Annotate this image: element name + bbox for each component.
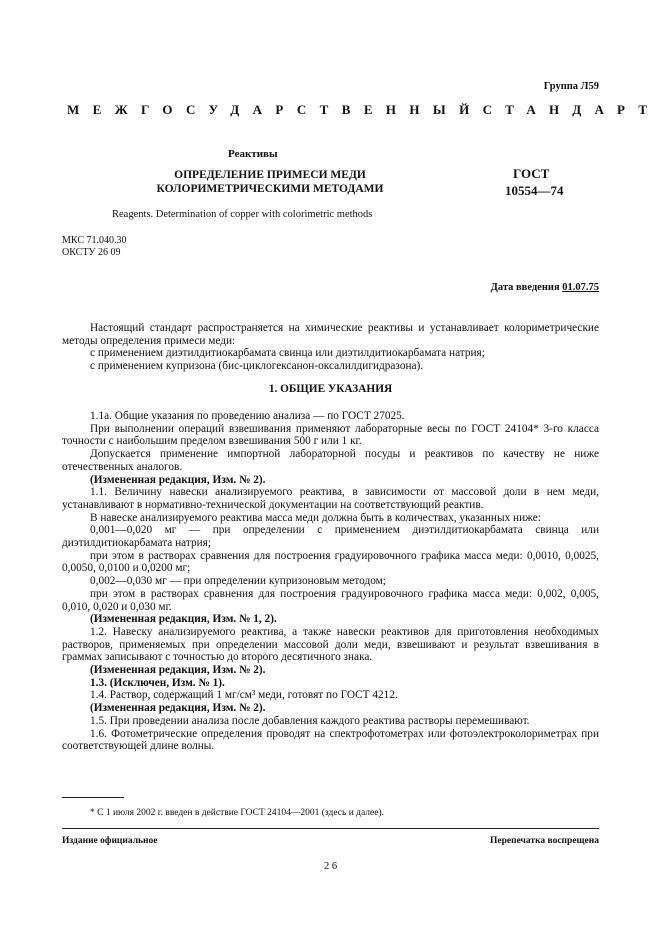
paragraph: Допускается применение импортной лабораторной посуды и реактивов по качеству не ниже отечественных аналогов. bbox=[62, 448, 599, 473]
paragraph: 1.1а. Общие указания по проведению анализа — по ГОСТ 27025. bbox=[90, 410, 405, 422]
introduction-date bbox=[491, 282, 599, 293]
mks-code: МКС 71.040.30 bbox=[62, 235, 127, 246]
intro-text bbox=[62, 322, 599, 373]
group-code: Группа Л59 bbox=[543, 81, 599, 92]
page-number: 2 6 bbox=[323, 861, 338, 872]
paragraph: При выполнении операций взвешивания применяют лабораторные весы по ГОСТ 24104* 3-го класса точности с наибольшим пределом взвешивания 500 г или 1 кг. bbox=[62, 422, 599, 448]
paragraph: 1.1. Величину навески анализируемого реактива, в зависимости от массовой доли в нем меди, устанавливают в нормативно-технической документации на соответствующий реактив. bbox=[62, 486, 599, 511]
paragraph: 1.6. Фотометрические определения проводят на спектрофотометрах или фотоэлектроколориметрах при соответствующей длине волны. bbox=[62, 727, 599, 753]
gost-designation bbox=[505, 165, 564, 199]
paragraph: 1.4. Раствор, содержащий 1 мг/см³ меди, готовят по ГОСТ 4212. bbox=[90, 689, 398, 702]
amendment-note: (Измененная редакция, Изм. № 1, 2). bbox=[90, 613, 277, 626]
paragraph: 1.5. При проведении анализа после добавления каждого реактива растворы перемешивают. bbox=[90, 714, 530, 727]
banner-word-interstate: МЕЖГОСУДАРСТВЕННЫЙ bbox=[67, 102, 483, 117]
paragraph: 0,002—0,030 мг — при определении купризоновым методом; bbox=[90, 575, 386, 588]
intro-paragraph: с применением купризона (бис-циклогексанон-оксалилдигидразона). bbox=[90, 360, 424, 373]
section-heading: 1. ОБЩИЕ УКАЗАНИЯ bbox=[268, 383, 393, 395]
excluded-note: 1.3. (Исключен, Изм. № 1). bbox=[90, 676, 225, 689]
paragraph: 1.2. Навеску анализируемого реактива, а также навески реактивов для приготовления необходимых растворов, применяемых при определении массовой доли меди, взвешивают и результат взвешивания в граммах записывают с точностью до второго десятичного знака. bbox=[62, 625, 599, 664]
date-label: Дата введения bbox=[490, 282, 560, 293]
amendment-note: (Измененная редакция, Изм. № 2). bbox=[90, 473, 266, 486]
title-line-2: КОЛОРИМЕТРИЧЕСКИМИ МЕТОДАМИ bbox=[156, 183, 384, 195]
english-title: Reagents. Determination of copper with colorimetric methods bbox=[112, 209, 373, 220]
okstu-code: ОКСТУ 26 09 bbox=[62, 247, 121, 258]
gost-number: 10554—74 bbox=[505, 183, 564, 198]
reprint-prohibited-label: Перепечатка воспрещена bbox=[489, 836, 599, 846]
paragraph: при этом в растворах сравнения для построения градуировочного графика масса меди: 0,0010, 0,0025, 0,0050, 0,0100 и 0,0200 мг; bbox=[62, 549, 599, 575]
banner-word-standard: СТАНДАРТ bbox=[482, 102, 661, 117]
paragraph: В навеске анализируемого реактива масса меди должна быть в количествах, указанных ниже: bbox=[90, 511, 541, 524]
intro-paragraph: Настоящий стандарт распространяется на химические реактивы и устанавливает колориметрические методы определения примеси меди: bbox=[62, 322, 599, 347]
document-title bbox=[135, 168, 405, 196]
gost-label: ГОСТ bbox=[513, 166, 550, 181]
section-body bbox=[62, 410, 599, 753]
paragraph: 0,001—0,020 мг — при определении с применением диэтилдитиокарбамата свинца или диэтилдитиокарбамата натрия; bbox=[62, 524, 599, 550]
intro-paragraph: с применением диэтилдитиокарбамата свинца или диэтилдитиокарбамата натрия; bbox=[90, 347, 485, 360]
amendment-note: (Измененная редакция, Изм. № 2). bbox=[90, 702, 266, 715]
date-value: 01.07.75 bbox=[562, 282, 599, 293]
standard-banner bbox=[67, 102, 661, 118]
classification-codes bbox=[62, 235, 126, 259]
footnote: * С 1 июля 2002 г. введен в действие ГОСТ 24104—2001 (здесь и далее). bbox=[90, 808, 385, 818]
footer-divider bbox=[62, 828, 599, 829]
footnote-divider bbox=[62, 797, 124, 798]
amendment-note: (Измененная редакция, Изм. № 2). bbox=[90, 664, 266, 677]
paragraph: при этом в растворах сравнения для построения градуировочного графика масса меди: 0,002, 0,005, 0,010, 0,020 и 0,030 мг. bbox=[62, 587, 599, 613]
document-subject: Реактивы bbox=[228, 148, 278, 160]
official-edition-label: Издание официальное bbox=[62, 836, 158, 846]
title-line-1: ОПРЕДЕЛЕНИЕ ПРИМЕСИ МЕДИ bbox=[174, 169, 366, 181]
